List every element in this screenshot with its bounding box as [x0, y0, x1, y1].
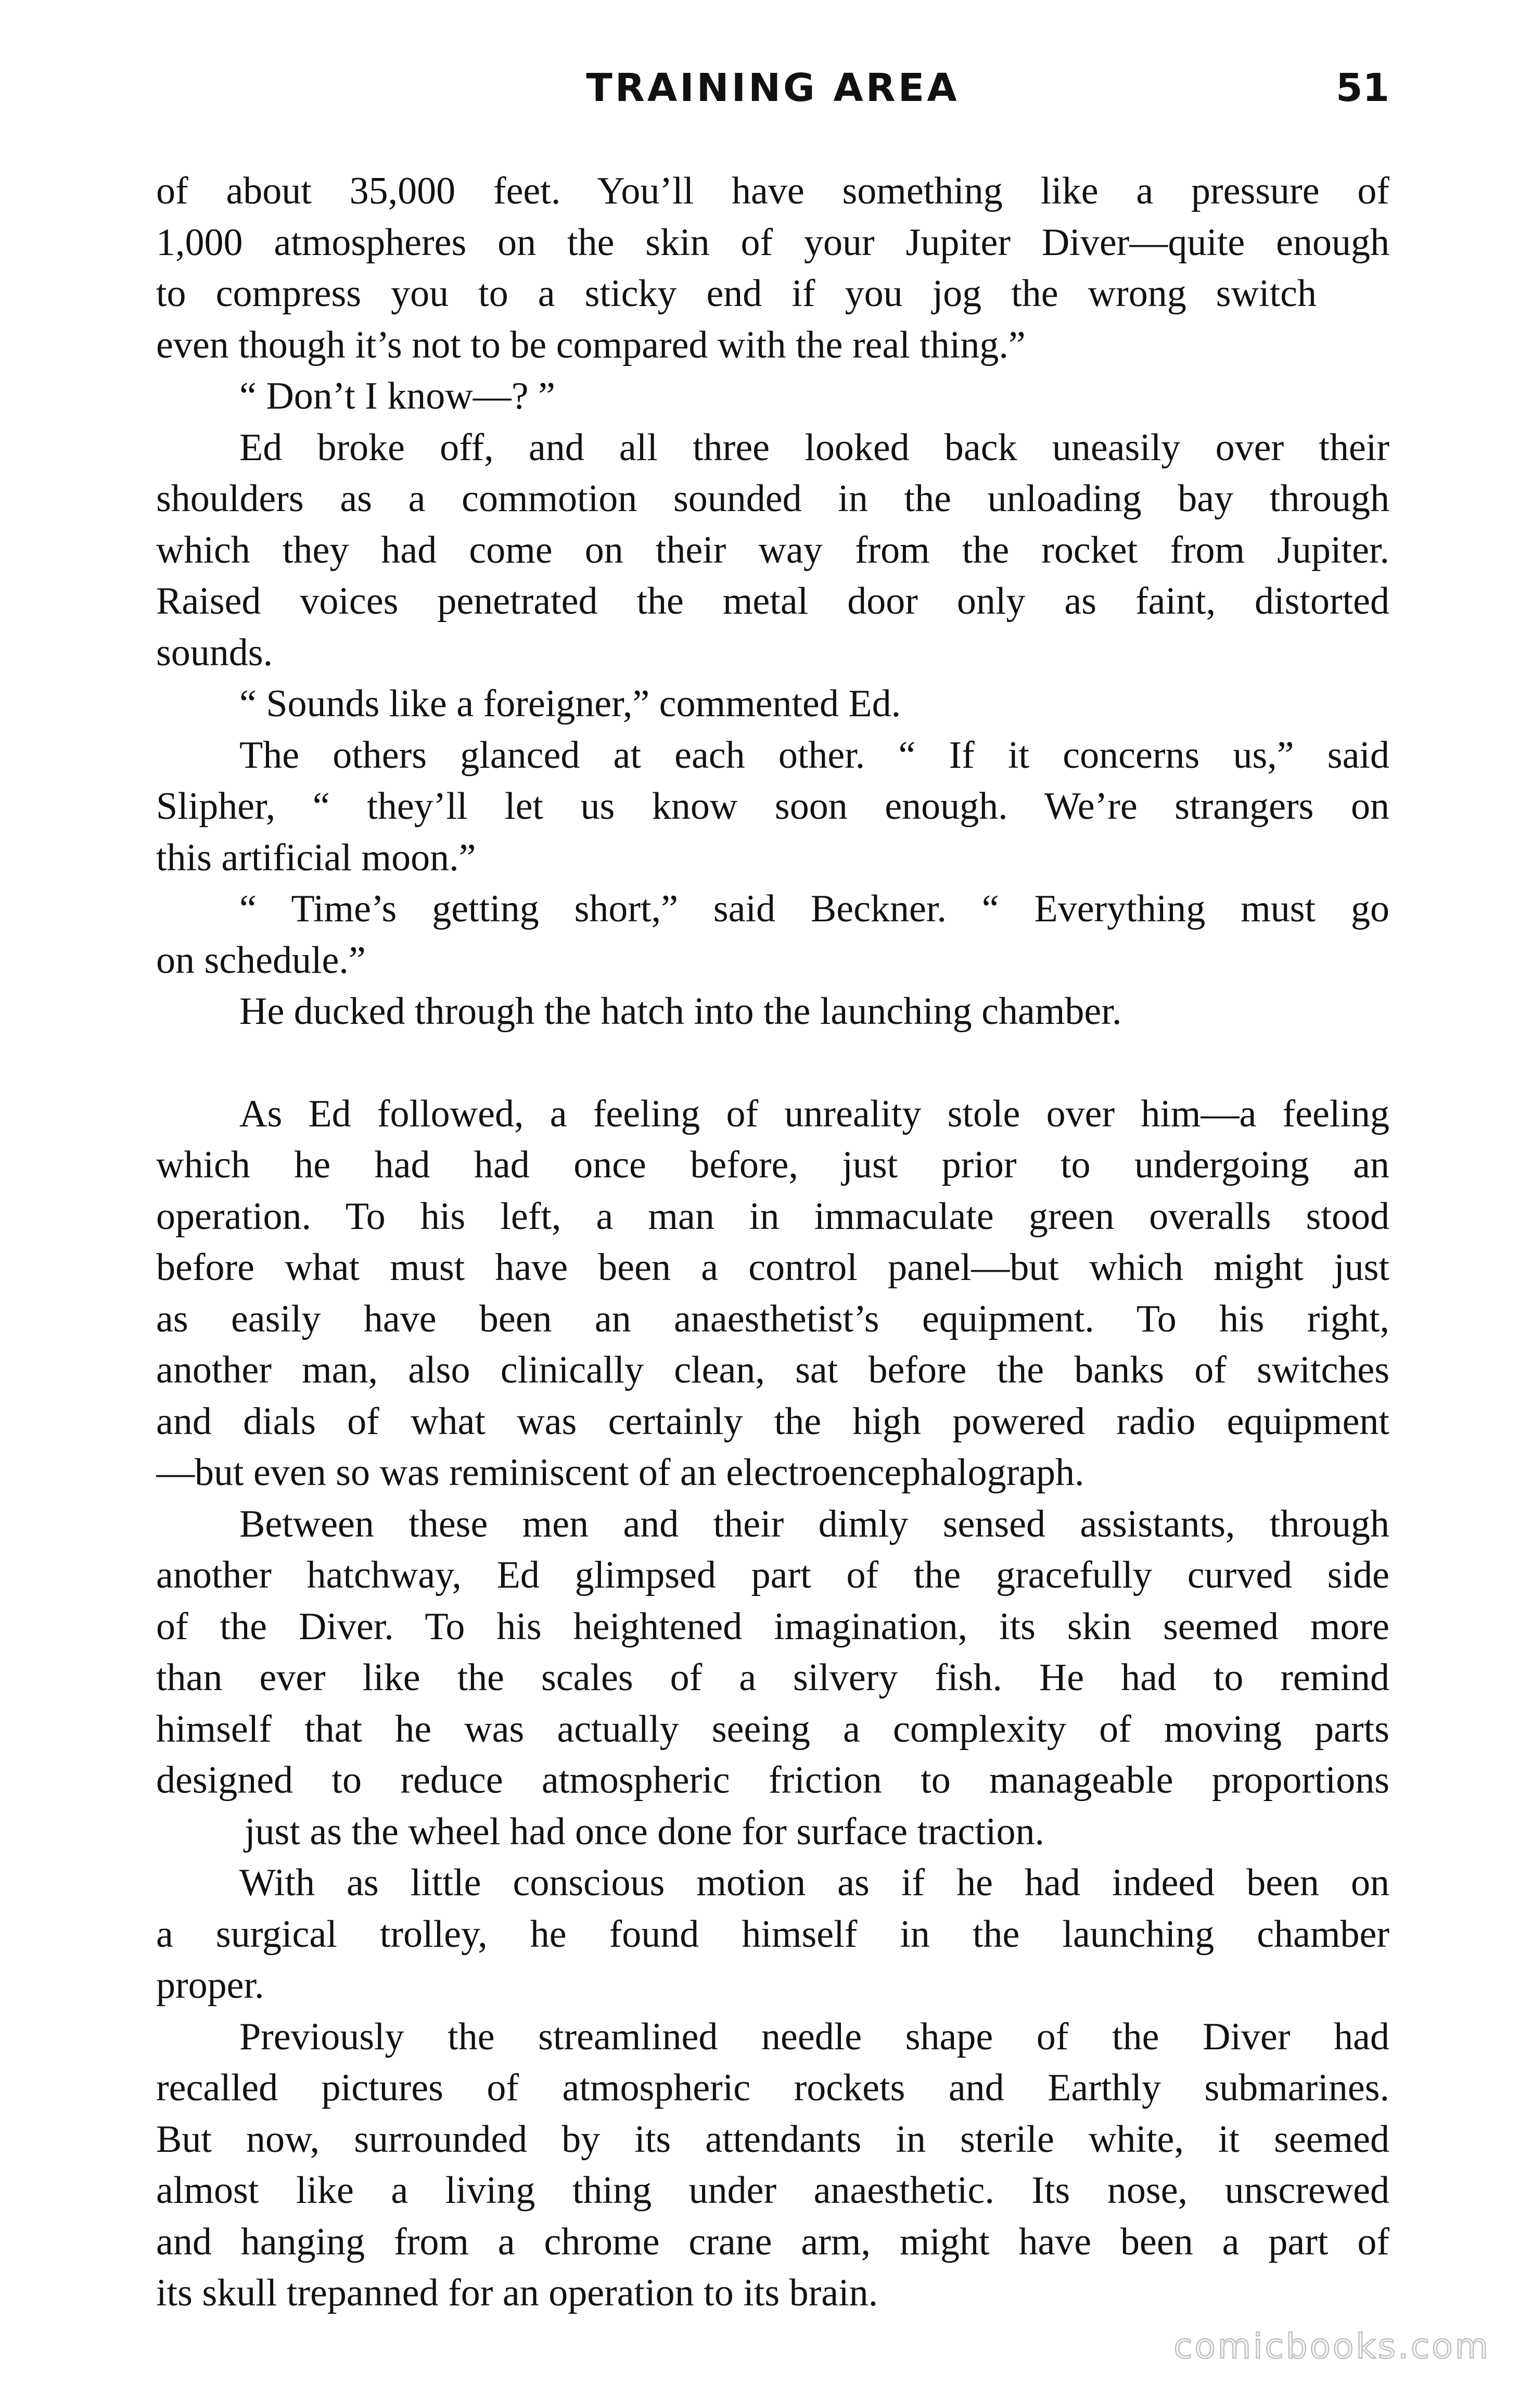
text-line: even though it’s not to be compared with the real thing.” [156, 323, 1026, 366]
running-head [156, 66, 1389, 123]
text-line: “ Sounds like a foreigner,” commented Ed. [239, 682, 901, 725]
text-line: of about 35,000 feet. You’ll have something like a pressure of [156, 170, 1389, 212]
text-line: of the Diver. To his heightened imagination, its skin seemed more [156, 1605, 1389, 1648]
watermark: comicbooks.com [1173, 2326, 1490, 2366]
text-line: sounds. [156, 631, 273, 674]
text-line: Raised voices penetrated the metal door only as faint, distorted [156, 580, 1389, 623]
text-line: —but even so was reminiscent of an electroencephalograph. [156, 1451, 1084, 1494]
text-line: But now, surrounded by its attendants in sterile white, it seemed [156, 2118, 1389, 2161]
text-line: proper. [156, 1964, 264, 2007]
text-line: 1,000 atmospheres on the skin of your Jupiter Diver—quite enough [156, 221, 1389, 264]
text-line: its skull trepanned for an operation to its brain. [156, 2272, 878, 2314]
text-line: as easily have been an anaesthetist’s equipment. To his right, [156, 1297, 1389, 1340]
text-line: just as the wheel had once done for surface traction. [245, 1810, 1044, 1853]
text-line: With as little conscious motion as if he had indeed been on [239, 1861, 1389, 1904]
text-line: He ducked through the hatch into the launching chamber. [239, 990, 1122, 1033]
page-number: 51 [1336, 66, 1389, 110]
text-line: Ed broke off, and all three looked back uneasily over their [239, 426, 1389, 469]
text-line: and dials of what was certainly the high powered radio equipment [156, 1400, 1389, 1443]
text-line: Previously the streamlined needle shape of the Diver had [239, 2015, 1389, 2058]
text-line: and hanging from a chrome crane arm, might have been a part of [156, 2220, 1389, 2263]
text-line: which they had come on their way from the rocket from Jupiter. [156, 528, 1389, 572]
body-text [156, 166, 1389, 2319]
text-line: shoulders as a commotion sounded in the unloading bay through [156, 477, 1389, 520]
text-line: “ Don’t I know—? ” [239, 375, 555, 417]
text-line: designed to reduce atmospheric friction to manageable proportions [156, 1759, 1389, 1802]
text-line: operation. To his left, a man in immaculate green overalls stood [156, 1195, 1389, 1238]
running-title: TRAINING AREA [586, 66, 960, 110]
section-break [156, 1037, 1389, 1088]
text-line: As Ed followed, a feeling of unreality stole over him—a feeling [239, 1092, 1389, 1135]
text-line: to compress you to a sticky end if you jog the wrong switch [156, 272, 1317, 315]
text-line: another hatchway, Ed glimpsed part of the gracefully curved side [156, 1554, 1389, 1596]
text-line: which he had had once before, just prior to undergoing an [156, 1144, 1389, 1186]
text-line: The others glanced at each other. “ If it concerns us,” said [239, 733, 1389, 777]
text-line: on schedule.” [156, 939, 366, 982]
text-line: almost like a living thing under anaesthetic. Its nose, unscrewed [156, 2169, 1389, 2212]
text-line: “ Time’s getting short,” said Beckner. “ Everything must go [239, 888, 1389, 930]
text-line: himself that he was actually seeing a complexity of moving parts [156, 1707, 1389, 1751]
text-line: than ever like the scales of a silvery fish. He had to remind [156, 1656, 1389, 1699]
text-line: a surgical trolley, he found himself in the launching chamber [156, 1912, 1389, 1956]
text-line: Slipher, “ they’ll let us know soon enough. We’re strangers on [156, 785, 1389, 828]
text-line: another man, also clinically clean, sat before the banks of switches [156, 1349, 1389, 1391]
text-line: this artificial moon.” [156, 836, 476, 879]
text-line: recalled pictures of atmospheric rockets and Earthly submarines. [156, 2067, 1389, 2109]
text-line: Between these men and their dimly sensed assistants, through [239, 1502, 1389, 1545]
text-line: before what must have been a control panel—but which might just [156, 1246, 1389, 1289]
